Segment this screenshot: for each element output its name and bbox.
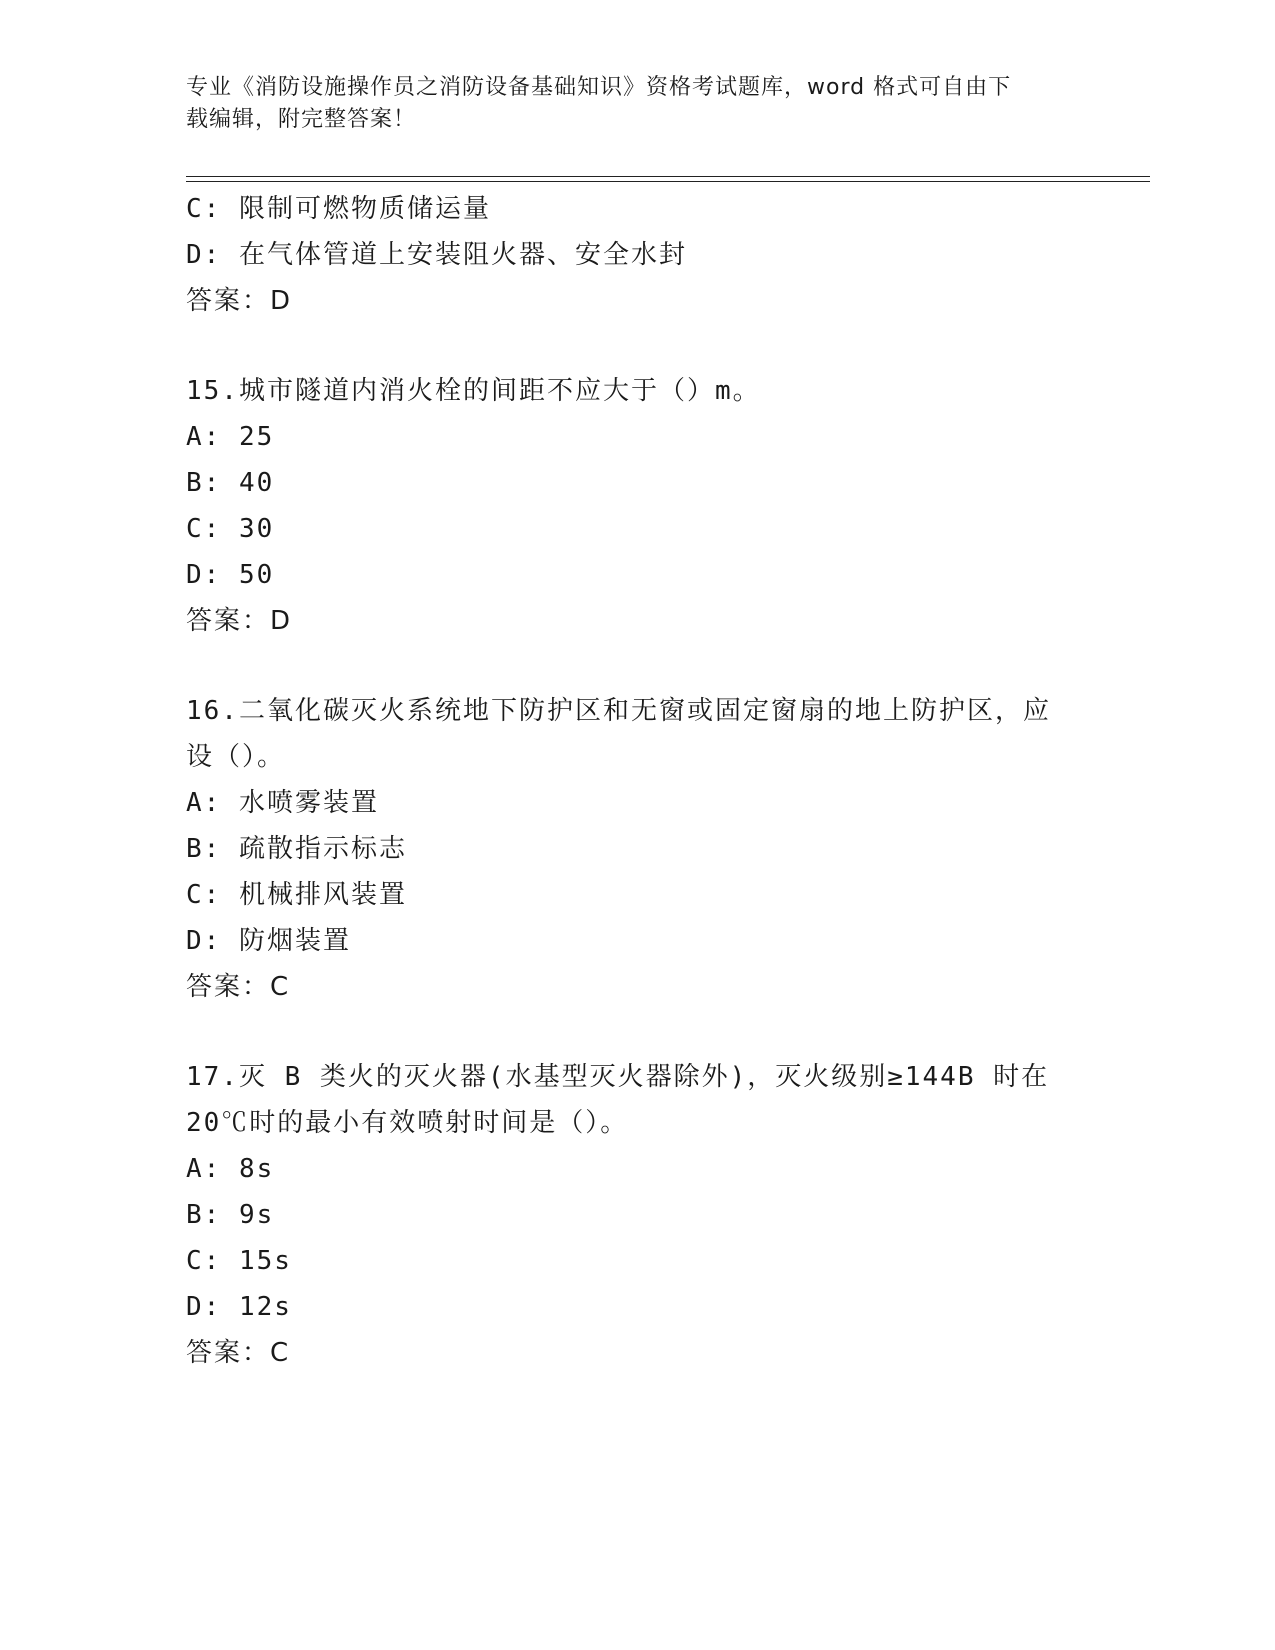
option-d: D: 50 [186, 560, 275, 590]
option-a: A: 水喷雾装置 [186, 788, 379, 818]
question-content [186, 186, 1086, 1376]
option-b: B: 40 [186, 468, 275, 498]
answer-line: 答案：D [186, 606, 293, 636]
option-d: D: 在气体管道上安装阻火器、安全水封 [186, 240, 687, 270]
option-c: C: 30 [186, 514, 275, 544]
document-header [186, 72, 1066, 136]
question-16 [186, 688, 1086, 1010]
option-a: A: 8s [186, 1154, 275, 1184]
spacer [186, 1010, 1086, 1054]
spacer [186, 644, 1086, 688]
question-stem-line-1: 16.二氧化碳灭火系统地下防护区和无窗或固定窗扇的地上防护区，应 [186, 696, 1051, 726]
header-divider-top [186, 176, 1150, 177]
question-stem-line-1: 17.灭 B 类火的灭火器(水基型灭火器除外)，灭火级别≥144B 时在 [186, 1062, 1050, 1092]
answer-line: 答案：C [186, 972, 291, 1002]
option-c: C: 限制可燃物质储运量 [186, 194, 491, 224]
option-b: B: 疏散指示标志 [186, 834, 407, 864]
option-c: C: 15s [186, 1246, 292, 1276]
answer-line: 答案：C [186, 1338, 291, 1368]
answer-line: 答案：D [186, 286, 293, 316]
option-c: C: 机械排风装置 [186, 880, 407, 910]
header-line-1: 专业《消防设施操作员之消防设备基础知识》资格考试题库，word 格式可自由下 [186, 75, 1012, 100]
option-b: B: 9s [186, 1200, 275, 1230]
option-d: D: 12s [186, 1292, 292, 1322]
spacer [186, 324, 1086, 368]
question-stem-line-2: 20℃时的最小有效喷射时间是（）。 [186, 1108, 629, 1138]
option-d: D: 防烟装置 [186, 926, 351, 956]
question-17 [186, 1054, 1086, 1376]
option-a: A: 25 [186, 422, 275, 452]
header-divider-bottom [186, 181, 1150, 182]
question-stem: 15.城市隧道内消火栓的间距不应大于（）m。 [186, 376, 761, 406]
question-stem-line-2: 设（）。 [186, 742, 286, 772]
header-line-2: 载编辑，附完整答案！ [186, 107, 417, 132]
question-15 [186, 368, 1086, 644]
continued-question [186, 186, 1086, 324]
